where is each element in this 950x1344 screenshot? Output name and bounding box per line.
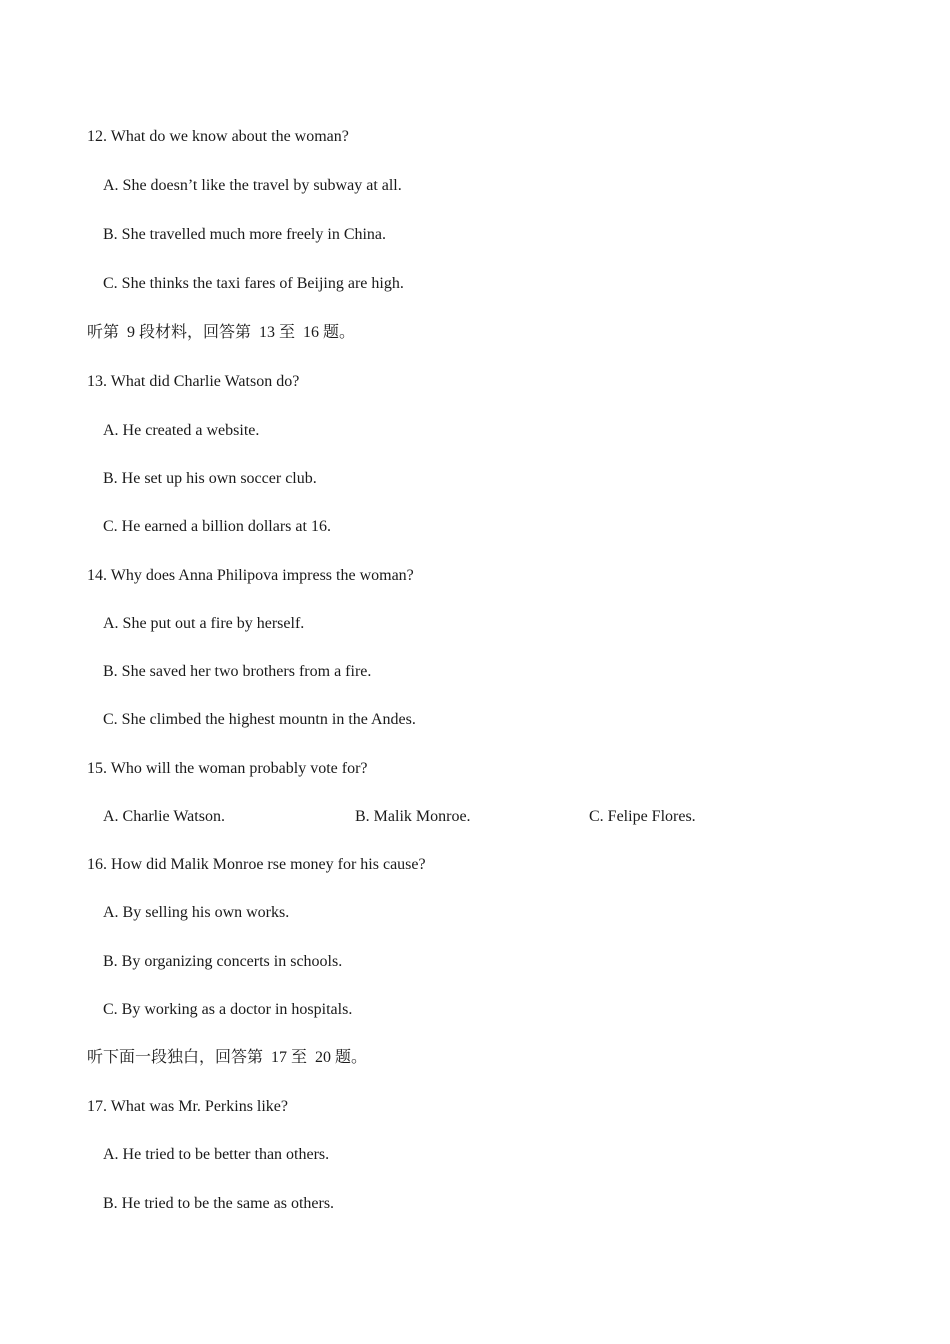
q15-option-b: B. Malik Monroe. [355, 808, 471, 825]
q16-option-c: C. By working as a doctor in hospitals. [103, 1001, 353, 1018]
q14-option-c: C. She climbed the highest mountn in the Andes. [103, 711, 416, 728]
q16-option-b: B. By organizing concerts in schools. [103, 953, 343, 970]
question-13: 13. What did Charlie Watson do? [87, 373, 300, 390]
q13-option-b: B. He set up his own soccer club. [103, 470, 317, 487]
q14-option-b: B. She saved her two brothers from a fire. [103, 663, 372, 680]
q17-option-b: B. He tried to be the same as others. [103, 1195, 335, 1212]
q12-option-a: A. She doesn’t like the travel by subway at all. [103, 177, 402, 194]
q15-option-c: C. Felipe Flores. [589, 808, 696, 825]
q13-option-a: A. He created a website. [103, 422, 260, 439]
q12-option-b: B. She travelled much more freely in China. [103, 226, 387, 243]
section-instruction-9: 听第 9 段材料，回答第 13 至 16 题。 [87, 324, 356, 341]
question-12: 12. What do we know about the woman? [87, 128, 349, 145]
q12-option-c: C. She thinks the taxi fares of Beijing are high. [103, 275, 404, 292]
question-17: 17. What was Mr. Perkins like? [87, 1098, 289, 1115]
q17-option-a: A. He tried to be better than others. [103, 1146, 330, 1163]
q14-option-a: A. She put out a fire by herself. [103, 615, 305, 632]
question-16: 16. How did Malik Monroe rse money for his cause? [87, 856, 426, 873]
q15-option-a: A. Charlie Watson. [103, 808, 225, 825]
section-instruction-10: 听下面一段独白，回答第 17 至 20 题。 [87, 1049, 368, 1066]
q13-option-c: C. He earned a billion dollars at 16. [103, 518, 331, 535]
q16-option-a: A. By selling his own works. [103, 904, 290, 921]
question-15: 15. Who will the woman probably vote for? [87, 760, 368, 777]
question-14: 14. Why does Anna Philipova impress the woman? [87, 567, 414, 584]
